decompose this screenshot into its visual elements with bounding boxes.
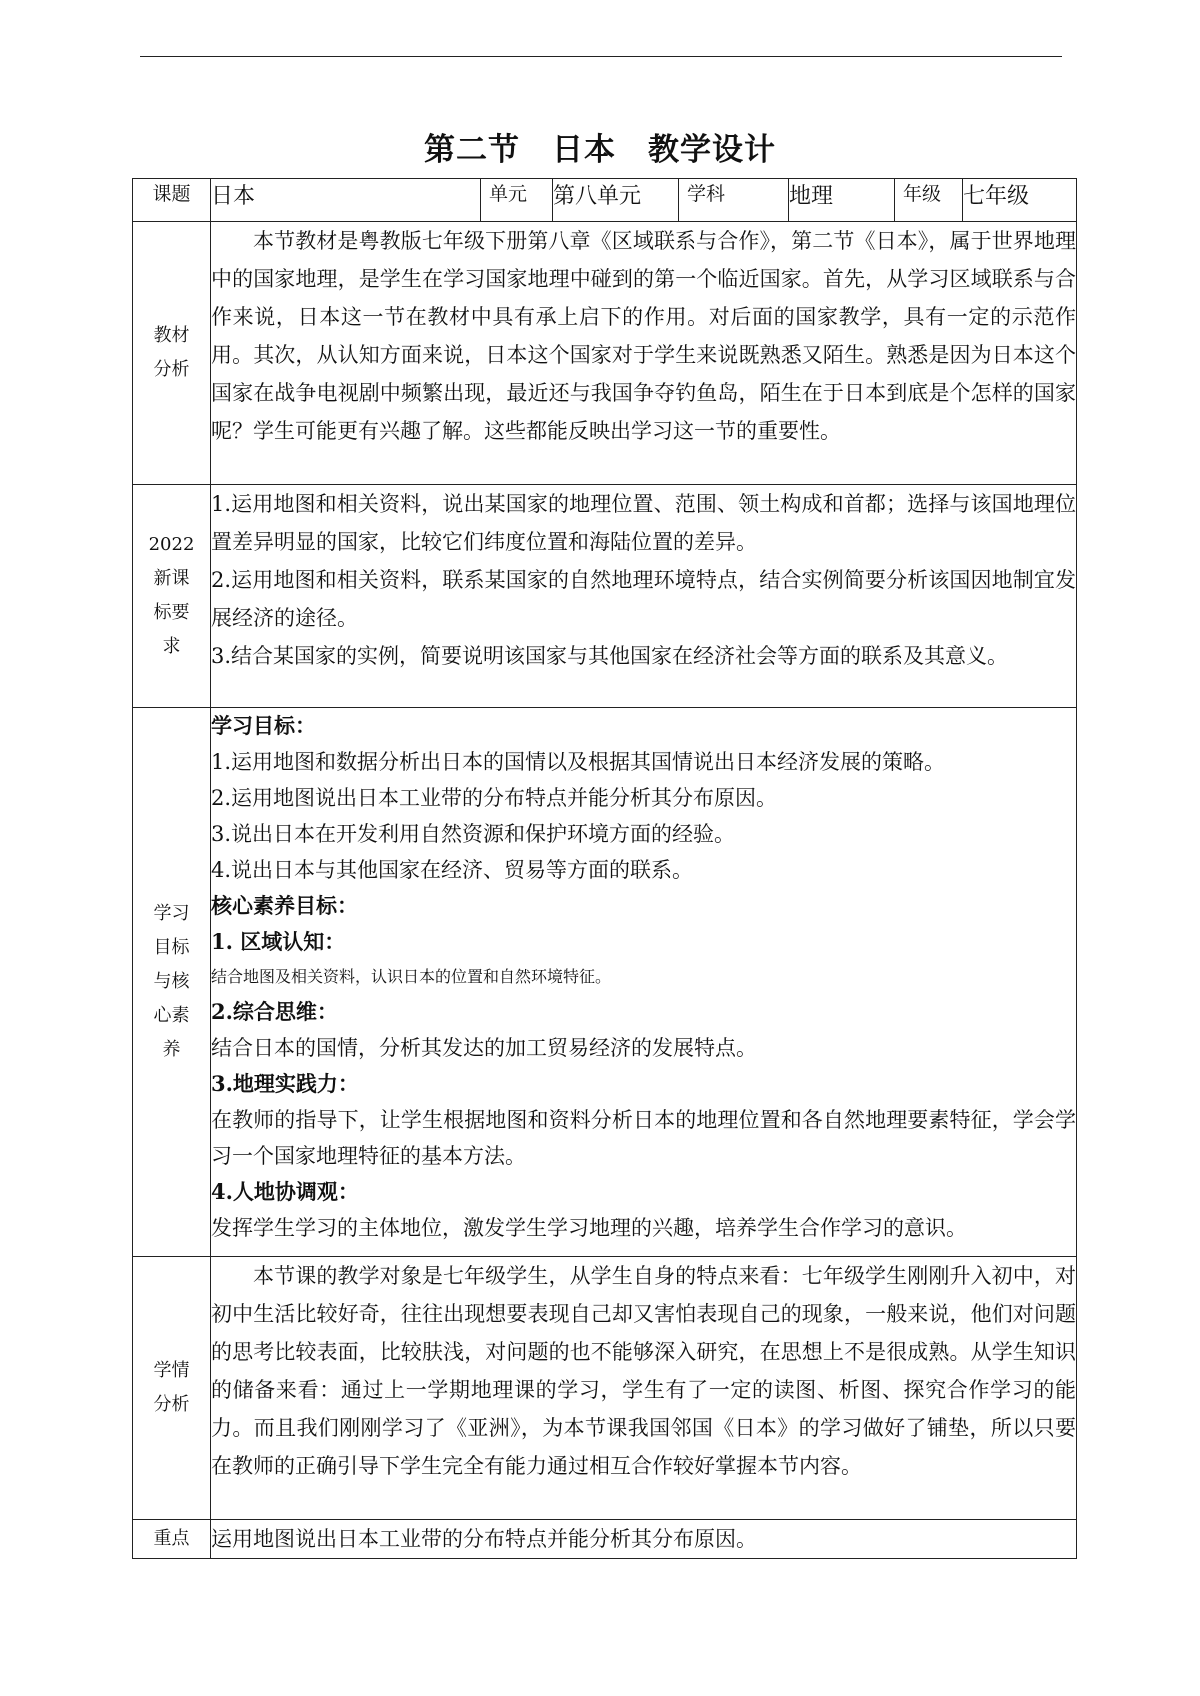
core-literacy-2-text: 结合日本的国情，分析其发达的加工贸易经济的发展特点。 [211,1036,757,1060]
key-point-text: 运用地图说出日本工业带的分布特点并能分析其分布原因。 [211,1527,757,1551]
subject-value: 地理 [789,179,895,222]
learning-goal-item: 3.说出日本在开发利用自然资源和保护环境方面的经验。 [211,822,736,846]
grade-value: 七年级 [963,179,1077,222]
student-analysis-text: 本节课的教学对象是七年级学生，从学生自身的特点来看：七年级学生刚刚升入初中，对初中生活比较好奇，往往出现想要表现自己却又害怕表现自己的现象，一般来说，他们对问题的思考比较表面，比较肤浅，对问题的也不能够深入研究，在思想上不是很成熟。从学生知识的储备来看：通过上一学期地理课的学习，学生有了一定的读图、析图、探究合作学习的能力。而且我们刚刚学习了《亚洲》，为本节课我国邻国《日本》的学习做好了铺垫，所以只要在教师的正确引导下学生完全有能力通过相互合作较好掌握本节内容。 [211,1264,1076,1478]
core-literacy-2-heading: 2.综合思维： [211,999,338,1024]
label-line: 养 [162,1039,181,1060]
label-line: 分析 [153,1394,190,1415]
student-analysis-label [133,1257,211,1520]
label-line: 心素 [153,1005,190,1026]
curriculum-requirements-label [133,485,211,708]
textbook-analysis-row [133,222,1077,485]
unit-label: 单元 [481,179,553,222]
student-analysis-row [133,1257,1077,1520]
topic-label: 课题 [133,179,211,222]
header-row [133,179,1077,222]
core-literacy-3-heading: 3.地理实践力： [211,1071,359,1096]
label-line: 目标 [153,937,190,958]
label-line: 新课 [153,568,190,589]
label-line: 与核 [153,971,190,992]
label-line: 2022 [148,534,195,555]
subject-label: 学科 [679,179,789,222]
curriculum-item: 3.结合某国家的实例，简要说明该国家与其他国家在经济社会等方面的联系及其意义。 [211,644,1009,668]
label-line: 学情 [153,1360,190,1381]
topic-value: 日本 [211,179,481,222]
label-line: 教材 [153,325,190,346]
curriculum-item: 1.运用地图和相关资料，说出某国家的地理位置、范围、领土构成和首都；选择与该国地理位置差异明显的国家，比较它们纬度位置和海陆位置的差异。 [211,492,1076,554]
core-literacy-4-text: 发挥学生学习的主体地位，激发学生学习地理的兴趣，培养学生合作学习的意识。 [211,1216,967,1240]
textbook-analysis-label [133,222,211,485]
learning-goal-item: 2.运用地图说出日本工业带的分布特点并能分析其分布原因。 [211,786,778,810]
label-line: 分析 [153,359,190,380]
key-point-row [133,1520,1077,1559]
label-line: 求 [162,636,181,657]
learning-goal-item: 4.说出日本与其他国家在经济、贸易等方面的联系。 [211,858,694,882]
header-rule [140,56,1062,57]
textbook-analysis-text: 本节教材是粤教版七年级下册第八章《区域联系与合作》，第二节《日本》，属于世界地理中的国家地理，是学生在学习国家地理中碰到的第一个临近国家。首先，从学习区域联系与合作来说，日本这一节在教材中具有承上启下的作用。对后面的国家教学，具有一定的示范作用。其次，从认知方面来说，日本这个国家对于学生来说既熟悉又陌生。熟悉是因为日本这个国家在战争电视剧中频繁出现，最近还与我国争夺钓鱼岛，陌生在于日本到底是个怎样的国家呢？学生可能更有兴趣了解。这些都能反映出学习这一节的重要性。 [211,229,1076,443]
core-literacy-heading: 核心素养目标： [211,893,358,918]
document-title: 第二节 日本 教学设计 [424,132,776,168]
learning-goal-item: 1.运用地图和数据分析出日本的国情以及根据其国情说出日本经济发展的策略。 [211,750,946,774]
core-literacy-1-heading: 1. 区域认知： [211,929,346,954]
grade-label: 年级 [895,179,963,222]
curriculum-requirements-row [133,485,1077,708]
core-literacy-4-heading: 4.人地协调观： [211,1179,359,1204]
label-line: 标要 [153,602,190,623]
goals-label [133,708,211,1257]
label-line: 学习 [153,903,190,924]
core-literacy-3-text: 在教师的指导下，让学生根据地图和资料分析日本的地理位置和各自然地理要素特征，学会学习一个国家地理特征的基本方法。 [211,1108,1076,1168]
goals-row [133,708,1077,1257]
lesson-design-table [132,178,1077,1559]
curriculum-item: 2.运用地图和相关资料，联系某国家的自然地理环境特点，结合实例简要分析该国因地制宜发展经济的途径。 [211,568,1076,630]
learning-goals-heading: 学习目标： [211,713,316,738]
unit-value: 第八单元 [553,179,679,222]
key-point-label: 重点 [133,1520,211,1559]
core-literacy-1-text: 结合地图及相关资料，认识日本的位置和自然环境特征。 [211,967,612,986]
